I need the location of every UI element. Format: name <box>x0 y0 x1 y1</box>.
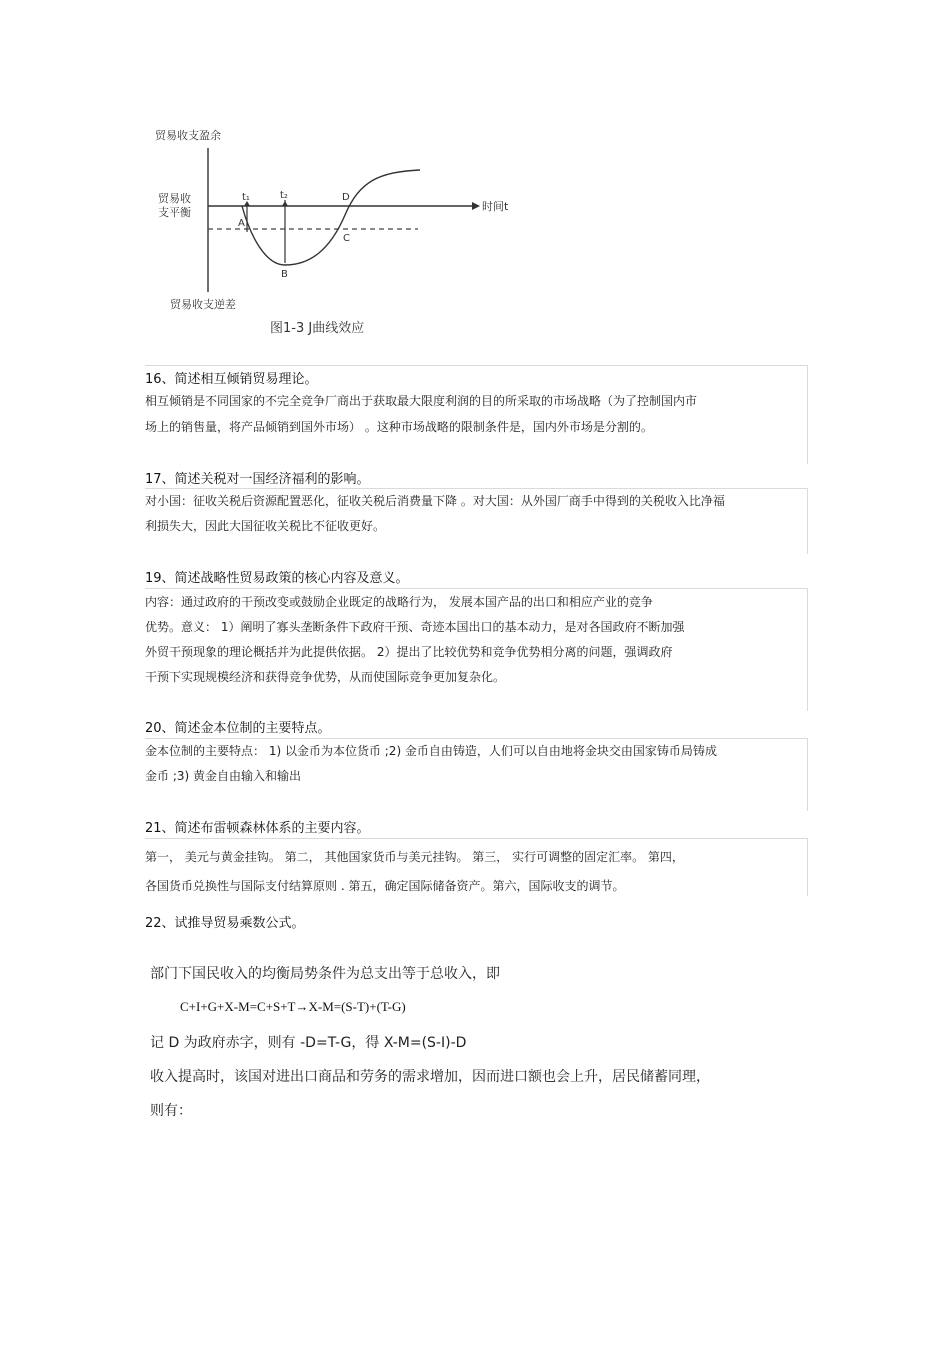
x-axis-arrow <box>472 202 480 210</box>
section-19-line-1: 内容：通过政府的干预改变或鼓励企业既定的战略行为， 发展本国产品的出口和相应产业的竞争 <box>145 595 653 609</box>
section-21-line-2: 各国货币兑换性与国际支付结算原则 . 第五，确定国际储备资产。第六，国际收支的调节。 <box>145 879 625 893</box>
section-20-heading: 20、简述金本位制的主要特点。 <box>145 721 331 736</box>
label-a: A <box>238 218 245 229</box>
label-c: C <box>343 233 350 244</box>
section-19-line-3: 外贸干预现象的理论概括并为此提供依据。 2）提出了比较优势和竞争优势相分离的问题，强调政府 <box>145 645 673 659</box>
section-20-line-1: 金本位制的主要特点： 1) 以金币为本位货币 ;2) 金币自由铸造，人们可以自由地将金块交由国家铸币局铸成 <box>145 744 717 758</box>
j-curve-line <box>242 170 420 265</box>
section-17-line-2: 利损失大，因此大国征收关税比不征收更好。 <box>145 519 386 533</box>
label-t2: t₂ <box>280 190 288 201</box>
section-19-line-2: 优势。意义： 1）阐明了寡头垄断条件下政府干预、奇迹本国出口的基本动力，是对各国政府不断加强 <box>145 620 685 634</box>
label-balance-2: 支平衡 <box>158 206 191 219</box>
label-b: B <box>281 269 288 280</box>
section-21-heading: 21、简述布雷顿森林体系的主要内容。 <box>145 821 370 836</box>
section-17-line-1: 对小国：征收关税后资源配置恶化，征收关税后消费量下降 。对大国：从外国厂商手中得到的关税收入比净福 <box>145 494 725 508</box>
section-16-line-1: 相互倾销是不同国家的不完全竞争厂商出于获取最大限度利润的目的所采取的市场战略（为了控制国内市 <box>145 394 698 408</box>
label-balance-1: 贸易收 <box>158 192 191 205</box>
section-22-heading: 22、试推导贸易乘数公式。 <box>145 916 305 931</box>
section-20-line-2: 金币 ;3) 黄金自由输入和输出 <box>145 769 301 783</box>
label-d: D <box>342 192 350 203</box>
section-19-heading: 19、简述战略性贸易政策的核心内容及意义。 <box>145 571 409 586</box>
section-16-heading: 16、简述相互倾销贸易理论。 <box>145 372 318 387</box>
section-21-line-1: 第一， 美元与黄金挂钩。 第二， 其他国家货币与美元挂钩。 第三， 实行可调整的固定汇率。 第四， <box>145 850 684 864</box>
label-t1: t₁ <box>242 192 250 203</box>
section-16-line-2: 场上的销售量，将产品倾销到国外市场） 。这种市场战略的限制条件是，国内外市场是分割的。 <box>145 420 653 434</box>
section-22-formula: C+I+G+X-M=C+S+T→X-M=(S-T)+(T-G) <box>180 999 406 1014</box>
j-curve-diagram <box>150 120 550 345</box>
label-time: 时间t <box>482 200 509 213</box>
section-22-image-line-2: 记 D 为政府赤字，则有 -D=T-G，得 X-M=(S-I)-D <box>150 1035 467 1051</box>
section-22-image-line-4: 则有： <box>150 1103 192 1119</box>
section-17-heading: 17、简述关税对一国经济福利的影响。 <box>145 472 370 487</box>
j-curve-figure <box>150 120 550 345</box>
section-22-image-line-1: 部门下国民收入的均衡局势条件为总支出等于总收入，即 <box>150 966 500 982</box>
figure-caption: 图1-3 J曲线效应 <box>270 321 365 336</box>
section-22-image-line-3: 收入提高时，该国对进出口商品和劳务的需求增加，因而进口额也会上升，居民储蓄同理， <box>150 1069 710 1085</box>
t2-arrow <box>282 201 288 206</box>
label-surplus: 贸易收支盈余 <box>155 129 221 142</box>
section-19-line-4: 干预下实现规模经济和获得竞争优势，从而使国际竞争更加复杂化。 <box>145 670 506 684</box>
label-deficit: 贸易收支逆差 <box>170 298 236 311</box>
